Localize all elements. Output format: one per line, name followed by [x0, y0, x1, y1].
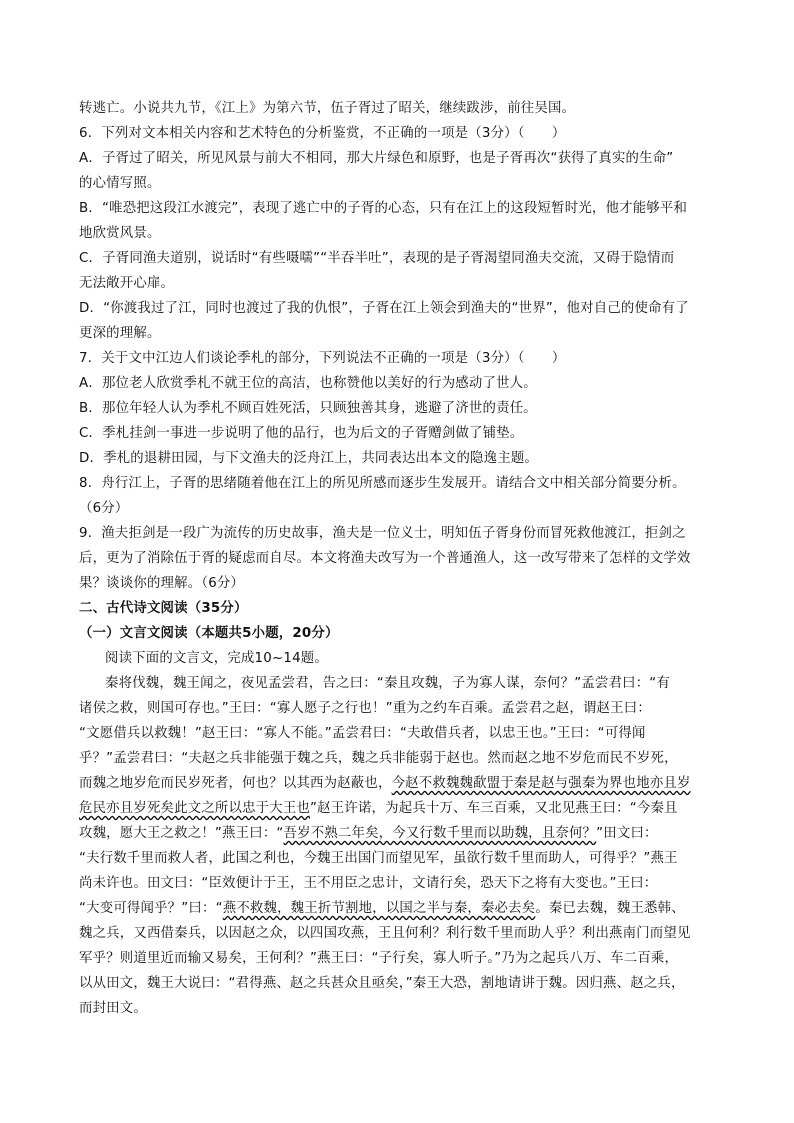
question-9-line2: 后，更为了消除伍于胥的疑虑而自尽。本文将渔夫改写为一个普通渔人，这一改写带来了怎样的文学效: [79, 551, 691, 566]
classical-text-line14: 而封田文。: [79, 1001, 147, 1016]
underlined-sentence-a-cont: 危民亦且岁死矣此文之所以忠于大王也: [79, 801, 311, 816]
q6-option-b-line1: B．“唯恐把这段江水渡完”，表现了逃亡中的子胥的心态，只有在江上的这段短暂时光，他才能够平和: [79, 201, 688, 216]
classical-text-line7: [79, 824, 658, 844]
text-plain: ”赵王许诺，为起兵十万、车三百乘，又北见燕王曰：“今秦且: [310, 801, 678, 816]
classical-text-line8: “夫行数千里而救人者，此国之利也，今魏王出国门而望见军，虽欲行数千里而助人，可得乎？”燕王: [79, 851, 678, 866]
q6-option-d-line1: D．“你渡我过了江，同时也渡过了我的仇恨”，子胥在江上领会到渔夫的“世界”，他对自己的使命有了: [79, 301, 689, 316]
question-9-line1: 9．渔夫拒剑是一段广为流传的历史故事，渔夫是一位义士，明知伍子胥身份而冒死救他渡江，拒剑之: [79, 526, 686, 541]
classical-text-line1: 秦将伐魏，魏王闻之，夜见孟尝君，告之曰：“秦且攻魏，子为寡人谋，奈何？”孟尝君曰：“有: [105, 676, 671, 691]
underlined-sentence-a: 今赵不救魏魏歃盟于秦是赵与强秦为界也地亦且岁: [391, 776, 691, 791]
classical-text-line3: “文愿借兵以救魏！”赵王曰：“寡人不能。”孟尝君曰：“夫敢借兵者，以忠王也。”王曰：“可得闻: [79, 726, 646, 741]
question-8-line1: 8．舟行江上，子胥的思绪随着他在江上的所见所感而逐步生发展开。请结合文中相关部分简要分析。: [79, 476, 686, 491]
classical-text-line4: 乎？”孟尝君曰：“夫赵之兵非能强于魏之兵，魏之兵非能弱于赵也。然而赵之地不岁危而民不岁死，: [79, 751, 678, 766]
reading-instruction: 阅读下面的文言文，完成10~14题。: [105, 651, 328, 666]
q6-option-c-line2: 无法敞开心扉。: [79, 276, 175, 291]
classical-text-line10: [79, 899, 685, 919]
underlined-sentence-c: 燕不救魏，魏王折节割地，以国之半与秦，秦必去矣: [222, 901, 536, 916]
q6-option-a-line1: A．子胥过了昭关，所见风景与前大不相同，那大片绿色和原野，也是子胥再次“获得了真实的生命”: [79, 151, 674, 166]
q6-option-c-line1: C．子胥同渔夫道别，说话时“有些嗫嚅”“半吞半吐”，表现的是子胥渴望同渔夫交流，又碍于隐情而: [79, 251, 675, 266]
classical-text-line5: [79, 774, 691, 794]
q6-option-d-line2: 更深的理解。: [79, 326, 161, 341]
q6-option-b-line2: 地欣赏风景。: [79, 226, 161, 241]
q7-option-c: C．季札挂剑一事进一步说明了他的品行，也为后文的子胥赠剑做了铺垫。: [79, 426, 524, 441]
classical-text-line2: 诸侯之救，则国可存也。”王曰：“寡人愿子之行也！”重为之约车百乘。孟尝君之赵，谓赵王曰：: [79, 701, 651, 716]
classical-text-line11: 魏之兵，又西借秦兵，以因赵之众，以四国攻燕，王且何利？利行数千里而助人乎？利出燕南门而望见: [79, 926, 691, 941]
text-plain: 攻魏，愿大王之救之！”燕王曰：“: [79, 826, 284, 841]
classical-text-line9: 尚未许也。田文曰：“臣效便计于王，王不用臣之忠计，文请行矣，恐天下之将有大变也。”王曰：: [79, 876, 658, 891]
question-8-line2: （6分）: [79, 501, 129, 516]
text-plain: ”田文曰：: [596, 826, 658, 841]
question-9-line3: 果？谈谈你的理解。（6分）: [79, 576, 245, 591]
q7-option-d: D．季札的退耕田园，与下文渔夫的泛舟江上，共同表达出本文的隐逸主题。: [79, 451, 538, 466]
classical-text-line12: 军乎？则道里近而输又易矣，王何利？”燕王曰：“子行矣，寡人听子。”乃为之起兵八万、车二百乘，: [79, 951, 679, 966]
q6-option-a-line2: 的心情写照。: [79, 176, 161, 191]
text-plain: 而魏之地岁危而民岁死者，何也？以其西为赵蔽也，: [79, 776, 392, 791]
passage-ending: 转逃亡。小说共九节，《江上》为第六节，伍子胥过了昭关，继续跋涉，前往吴国。: [79, 101, 576, 116]
classical-text-line6: [79, 799, 678, 819]
underlined-sentence-b: 吾岁不熟二年矣，今又行数千里而以助魏，且奈何？: [283, 826, 597, 841]
classical-text-line13: 以从田文，魏王大说曰：“君得燕、赵之兵甚众且亟矣，”秦王大恐，割地请讲于魏。因归燕、赵之兵，: [79, 976, 685, 991]
q7-option-a: A．那位老人欣赏季札不就王位的高洁，也称赞他以美好的行为感动了世人。: [79, 376, 537, 391]
q7-option-b: B．那位年轻人认为季札不顾百姓死活，只顾独善其身，逃避了济世的责任。: [79, 401, 537, 416]
question-6-stem: 6．下列对文本相关内容和艺术特色的分析鉴赏，不正确的一项是（3分）（ ）: [79, 126, 566, 141]
subsection-heading: （一）文言文阅读（本题共5小题，20分）: [79, 626, 339, 641]
question-7-stem: 7．关于文中江边人们谈论季札的部分，下列说法不正确的一项是（3分）（ ）: [79, 351, 566, 366]
section-heading: 二、古代诗文阅读（35分）: [79, 601, 248, 616]
text-plain: 。秦已去魏，魏王悉韩、: [535, 901, 685, 916]
text-plain: “大变可得闻乎？”曰：“: [79, 901, 223, 916]
